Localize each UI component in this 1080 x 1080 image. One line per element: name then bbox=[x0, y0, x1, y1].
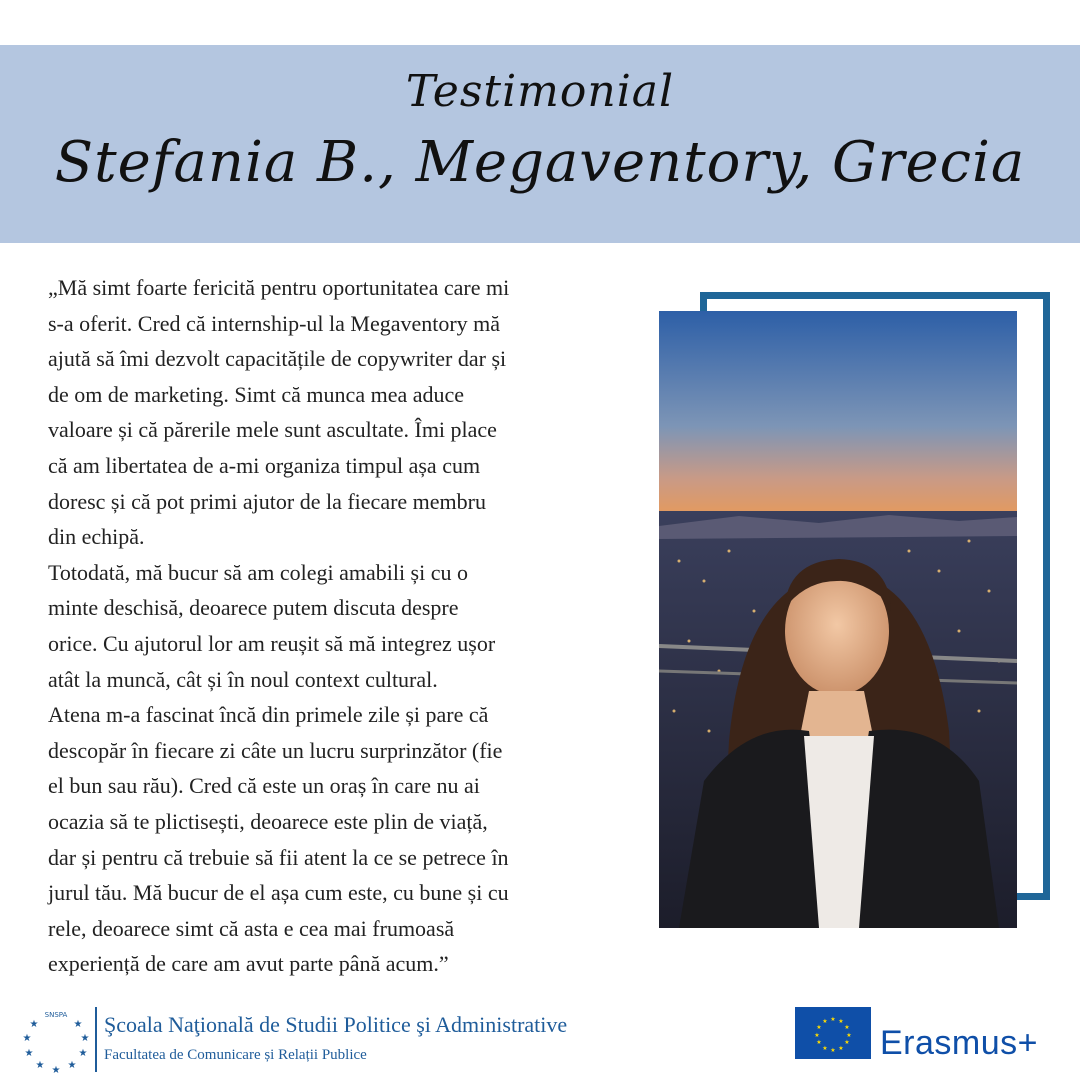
quote-line: ajută să îmi dezvolt capacitățile de copywriter dar și bbox=[48, 346, 507, 372]
svg-text:★: ★ bbox=[830, 1047, 836, 1054]
svg-text:★: ★ bbox=[822, 1018, 828, 1025]
svg-text:★: ★ bbox=[838, 1045, 844, 1052]
quote-line: orice. Cu ajutorul lor am reușit să mă integrez ușor bbox=[48, 630, 496, 656]
quote-line: jurul tău. Mă bucur de el așa cum este, cu bune și cu bbox=[48, 880, 509, 906]
testimonial-quote bbox=[48, 270, 648, 982]
faculty-name: Facultatea de Comunicare și Relații Publice bbox=[104, 1047, 367, 1063]
quote-line: ocazia să te plictisești, deoarece este plin de viață, bbox=[48, 808, 488, 834]
svg-text:★: ★ bbox=[73, 1019, 83, 1030]
quote-line: doresc și că pot primi ajutor de la fiecare membru bbox=[48, 488, 486, 514]
title-person: Stefania B., Megaventory, Grecia bbox=[54, 130, 1026, 195]
quote-line: atât la muncă, cât și în noul context cultural. bbox=[48, 666, 438, 692]
snspa-logo bbox=[20, 1005, 92, 1075]
erasmus-logo-text: Erasmus+ bbox=[880, 1024, 1038, 1062]
svg-text:SNSPA: SNSPA bbox=[44, 1011, 68, 1019]
quote-line: minte deschisă, deoarece putem discuta despre bbox=[48, 595, 459, 621]
quote-line: valoare și că părerile mele sunt ascultate. Îmi place bbox=[48, 417, 497, 443]
svg-text:★: ★ bbox=[24, 1048, 34, 1059]
svg-text:★: ★ bbox=[816, 1039, 822, 1046]
school-name: Şcoala Naţională de Studii Politice şi Administrative bbox=[104, 1012, 568, 1037]
quote-line: rele, deoarece simt că asta e cea mai frumoasă bbox=[48, 915, 455, 941]
eu-flag-icon bbox=[795, 1007, 871, 1059]
title-testimonial: Testimonial bbox=[405, 66, 675, 117]
quote-line: de om de marketing. Simt că munca mea aduce bbox=[48, 381, 465, 407]
quote-line: el bun sau rău). Cred că este un oraș în care nu ai bbox=[48, 773, 480, 799]
quote-line: din echipă. bbox=[48, 524, 145, 550]
portrait-photo bbox=[659, 311, 1017, 928]
svg-text:★: ★ bbox=[844, 1039, 850, 1046]
svg-text:★: ★ bbox=[51, 1065, 61, 1075]
svg-text:★: ★ bbox=[844, 1024, 850, 1031]
svg-text:★: ★ bbox=[838, 1018, 844, 1025]
svg-text:★: ★ bbox=[80, 1033, 90, 1044]
svg-text:★: ★ bbox=[22, 1033, 32, 1044]
svg-text:★: ★ bbox=[814, 1032, 820, 1039]
svg-text:★: ★ bbox=[67, 1060, 77, 1071]
quote-line: „Mă simt foarte fericită pentru oportunitatea care mi bbox=[48, 275, 510, 300]
quote-line: că am libertatea de a-mi organiza timpul așa cum bbox=[48, 452, 481, 478]
footer-divider bbox=[95, 1007, 97, 1072]
svg-text:★: ★ bbox=[846, 1032, 852, 1039]
svg-text:★: ★ bbox=[78, 1048, 88, 1059]
quote-line: dar și pentru că trebuie să fii atent la ce se petrece în bbox=[48, 844, 509, 870]
quote-line: experiență de care am avut parte până acum.” bbox=[48, 951, 449, 977]
quote-line: Atena m-a fascinat încă din primele zile și pare că bbox=[48, 702, 489, 728]
svg-text:★: ★ bbox=[35, 1060, 45, 1071]
quote-line: Totodată, mă bucur să am colegi amabili și cu o bbox=[48, 559, 468, 585]
svg-text:★: ★ bbox=[830, 1016, 836, 1023]
svg-text:★: ★ bbox=[29, 1019, 39, 1030]
svg-text:★: ★ bbox=[816, 1024, 822, 1031]
quote-line: s-a oferit. Cred că internship-ul la Megaventory mă bbox=[48, 310, 501, 336]
quote-line: descopăr în fiecare zi câte un lucru surprinzător (fie bbox=[48, 737, 503, 763]
svg-text:★: ★ bbox=[822, 1045, 828, 1052]
